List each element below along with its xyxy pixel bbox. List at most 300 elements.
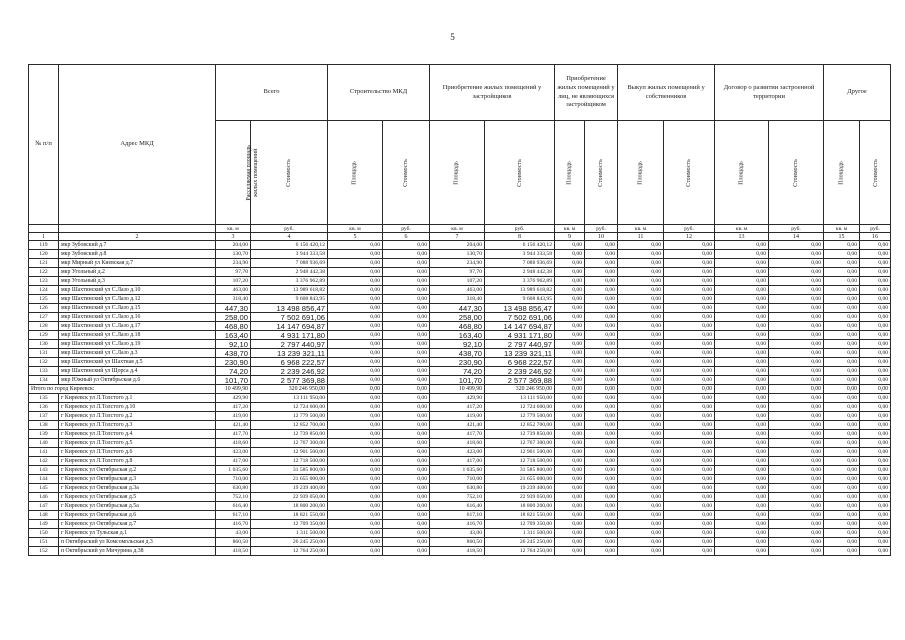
cost-cell: 2 797 440,97 (251, 340, 328, 349)
cost-cell: 0,00 (383, 511, 430, 520)
group-nondeveloper-purchase: Приобретение жилых помещений у лиц, не являющихся застройщиком (555, 65, 618, 121)
area-cell: 617,10 (216, 511, 251, 520)
area-cell: 0,00 (824, 457, 860, 466)
cost-cell: 12 852 700,00 (251, 421, 328, 430)
area-cell: 0,00 (715, 511, 769, 520)
cost-cell: 13 498 856,47 (251, 304, 328, 313)
cost-cell: 26 245 250,00 (251, 538, 328, 547)
area-cell: 418,60 (430, 439, 485, 448)
row-number: 121 (29, 259, 59, 268)
area-cell: 0,00 (618, 493, 664, 502)
area-cell: 0,00 (618, 313, 664, 322)
cost-cell: 0,00 (860, 241, 891, 250)
cost-cell: 0,00 (769, 376, 824, 385)
area-cell: 204,00 (430, 241, 485, 250)
unit-area: кв. м (430, 225, 485, 233)
subheader-cost: Стоимость (860, 121, 891, 225)
area-cell: 163,40 (216, 331, 251, 340)
cost-cell: 0,00 (664, 547, 715, 556)
cost-cell: 14 147 694,87 (251, 322, 328, 331)
cost-cell: 0,00 (585, 277, 618, 286)
cost-cell: 4 931 171,80 (485, 331, 555, 340)
cost-cell: 0,00 (860, 421, 891, 430)
area-cell: 0,00 (824, 358, 860, 367)
cost-cell: 0,00 (383, 403, 430, 412)
table-row (29, 502, 891, 511)
group-total: Всего (216, 65, 328, 121)
cost-cell: 0,00 (585, 421, 618, 430)
area-cell: 417,20 (430, 403, 485, 412)
area-cell: 0,00 (715, 403, 769, 412)
area-cell: 0,00 (715, 412, 769, 421)
area-cell: 0,00 (328, 331, 383, 340)
address-cell: г Киреевск ул Л.Толстого д.10 (59, 403, 216, 412)
cost-cell: 0,00 (860, 304, 891, 313)
cost-cell: 320 246 950,00 (485, 385, 555, 394)
cost-cell: 0,00 (860, 511, 891, 520)
address-cell: мкр Шахтинский ул С.Лазо д.15 (59, 304, 216, 313)
column-number: 14 (769, 233, 824, 241)
cost-cell: 0,00 (769, 340, 824, 349)
cost-cell: 0,00 (664, 268, 715, 277)
cost-cell: 0,00 (769, 502, 824, 511)
area-cell: 418,50 (430, 547, 485, 556)
address-cell: мкр Шахтинский ул С.Лазо д.12 (59, 295, 216, 304)
area-cell: 0,00 (328, 484, 383, 493)
area-cell: 0,00 (328, 286, 383, 295)
area-cell: 0,00 (824, 349, 860, 358)
cost-cell: 0,00 (585, 538, 618, 547)
area-cell: 0,00 (555, 259, 585, 268)
cost-cell: 0,00 (769, 457, 824, 466)
cost-cell: 0,00 (769, 277, 824, 286)
cost-cell: 7 088 936,69 (485, 259, 555, 268)
cost-cell: 0,00 (585, 511, 618, 520)
row-number: 148 (29, 511, 59, 520)
cost-cell: 9 608 843,95 (251, 295, 328, 304)
cost-cell: 6 156 420,12 (485, 241, 555, 250)
cost-cell: 18 800 200,00 (485, 502, 555, 511)
area-cell: 0,00 (328, 394, 383, 403)
cost-cell: 0,00 (860, 259, 891, 268)
cost-cell: 7 502 691,06 (485, 313, 555, 322)
area-cell: 0,00 (555, 277, 585, 286)
cost-cell: 22 939 050,00 (485, 493, 555, 502)
area-cell: 0,00 (328, 322, 383, 331)
area-cell: 0,00 (328, 250, 383, 259)
area-cell: 0,00 (328, 430, 383, 439)
table-row (29, 448, 891, 457)
area-cell: 0,00 (618, 385, 664, 394)
area-cell: 0,00 (715, 529, 769, 538)
area-cell: 101,70 (430, 376, 485, 385)
row-number: 137 (29, 412, 59, 421)
row-number: 133 (29, 367, 59, 376)
cost-cell: 22 939 050,00 (251, 493, 328, 502)
area-cell: 860,50 (430, 538, 485, 547)
area-cell: 630,80 (216, 484, 251, 493)
area-cell: 0,00 (824, 394, 860, 403)
area-cell: 0,00 (715, 286, 769, 295)
cost-cell: 0,00 (860, 295, 891, 304)
cost-cell: 0,00 (585, 367, 618, 376)
subheader-area: Площадь (715, 121, 769, 225)
cost-cell: 0,00 (383, 286, 430, 295)
area-cell: 0,00 (715, 430, 769, 439)
area-cell: 0,00 (328, 520, 383, 529)
cost-cell: 12 739 850,00 (251, 430, 328, 439)
row-number: 134 (29, 376, 59, 385)
cost-cell: 0,00 (585, 430, 618, 439)
cost-cell: 0,00 (585, 439, 618, 448)
cost-cell: 0,00 (585, 412, 618, 421)
area-cell: 0,00 (715, 493, 769, 502)
subheader-cost: Стоимость (383, 121, 430, 225)
cost-cell: 0,00 (383, 520, 430, 529)
area-cell: 0,00 (824, 403, 860, 412)
cost-cell: 0,00 (769, 367, 824, 376)
area-cell: 463,00 (216, 286, 251, 295)
area-cell: 0,00 (555, 286, 585, 295)
cost-cell: 0,00 (664, 367, 715, 376)
row-number: 142 (29, 457, 59, 466)
area-cell: 0,00 (618, 394, 664, 403)
area-cell: 0,00 (618, 277, 664, 286)
cost-cell: 0,00 (860, 439, 891, 448)
table-row (29, 538, 891, 547)
area-cell: 0,00 (328, 529, 383, 538)
area-cell: 630,80 (430, 484, 485, 493)
cost-cell: 0,00 (585, 529, 618, 538)
cost-cell: 0,00 (860, 475, 891, 484)
area-cell: 0,00 (328, 367, 383, 376)
cost-cell: 0,00 (860, 349, 891, 358)
area-cell: 0,00 (824, 502, 860, 511)
area-cell: 92,10 (216, 340, 251, 349)
cost-cell: 3 376 962,89 (485, 277, 555, 286)
column-number: 13 (715, 233, 769, 241)
cost-cell: 0,00 (860, 313, 891, 322)
cost-cell: 0,00 (664, 286, 715, 295)
total-label: Итого по город Киреевск: (29, 385, 216, 394)
cost-cell: 12 709 350,00 (251, 520, 328, 529)
cost-cell: 2 239 246,92 (485, 367, 555, 376)
cost-cell: 0,00 (664, 250, 715, 259)
area-cell: 0,00 (555, 358, 585, 367)
cost-cell: 0,00 (383, 547, 430, 556)
cost-cell: 4 931 171,80 (251, 331, 328, 340)
table-row (29, 340, 891, 349)
area-cell: 0,00 (618, 547, 664, 556)
area-cell: 0,00 (715, 277, 769, 286)
subheader-cost: Стоимость (664, 121, 715, 225)
area-cell: 10 499,90 (430, 385, 485, 394)
cost-cell: 0,00 (860, 493, 891, 502)
area-cell: 43,00 (216, 529, 251, 538)
address-cell: г Киреевск ул Октябрьская д.6 (59, 511, 216, 520)
area-cell: 0,00 (824, 484, 860, 493)
cost-cell: 0,00 (769, 547, 824, 556)
cost-cell: 0,00 (769, 331, 824, 340)
cost-cell: 0,00 (664, 385, 715, 394)
area-cell: 617,10 (430, 511, 485, 520)
area-cell: 0,00 (618, 466, 664, 475)
table-row (29, 367, 891, 376)
cost-cell: 0,00 (860, 385, 891, 394)
column-number: 16 (860, 233, 891, 241)
area-cell: 0,00 (715, 547, 769, 556)
unit-cell (29, 225, 59, 233)
area-cell: 258,00 (216, 313, 251, 322)
area-cell: 0,00 (715, 466, 769, 475)
address-cell: г Киреевск ул Л.Толстого д.2 (59, 412, 216, 421)
area-cell: 0,00 (824, 286, 860, 295)
cost-cell: 0,00 (860, 403, 891, 412)
total-row (29, 385, 891, 394)
cost-cell: 0,00 (585, 331, 618, 340)
area-cell: 0,00 (555, 241, 585, 250)
cost-cell: 26 245 250,00 (485, 538, 555, 547)
cost-cell: 0,00 (585, 403, 618, 412)
table-row (29, 322, 891, 331)
cost-cell: 0,00 (860, 520, 891, 529)
cost-cell: 0,00 (664, 421, 715, 430)
cost-cell: 2 948 442,38 (251, 268, 328, 277)
group-developer-purchase: Приобретение жилых помещений у застройщиков (430, 65, 555, 121)
subheader-area: Площадь (430, 121, 485, 225)
area-cell: 447,30 (430, 304, 485, 313)
cost-cell: 0,00 (769, 448, 824, 457)
area-cell: 0,00 (618, 520, 664, 529)
area-cell: 0,00 (715, 340, 769, 349)
header-address: Адрес МКД (59, 65, 216, 225)
cost-cell: 0,00 (664, 475, 715, 484)
row-number: 126 (29, 304, 59, 313)
area-cell: 0,00 (555, 466, 585, 475)
cost-cell: 0,00 (769, 511, 824, 520)
column-number: 6 (383, 233, 430, 241)
area-cell: 0,00 (824, 385, 860, 394)
area-cell: 0,00 (555, 313, 585, 322)
area-cell: 0,00 (328, 448, 383, 457)
area-cell: 0,00 (824, 466, 860, 475)
address-cell: п Октябрьский ул Комсомольская д.3 (59, 538, 216, 547)
area-cell: 417,00 (430, 457, 485, 466)
cost-cell: 0,00 (860, 547, 891, 556)
address-cell: мкр Шахтинский ул С.Лазо д.16 (59, 313, 216, 322)
column-number: 12 (664, 233, 715, 241)
cost-cell: 0,00 (585, 475, 618, 484)
cost-cell: 0,00 (860, 268, 891, 277)
area-cell: 860,50 (216, 538, 251, 547)
area-cell: 0,00 (618, 538, 664, 547)
cost-cell: 0,00 (769, 358, 824, 367)
area-cell: 0,00 (618, 457, 664, 466)
cost-cell: 0,00 (664, 313, 715, 322)
cost-cell: 0,00 (383, 502, 430, 511)
table-row (29, 484, 891, 493)
table-row (29, 277, 891, 286)
cost-cell: 0,00 (585, 313, 618, 322)
group-construction: Строительство МКД (328, 65, 430, 121)
area-cell: 419,00 (430, 412, 485, 421)
cost-cell: 0,00 (769, 286, 824, 295)
area-cell: 0,00 (715, 358, 769, 367)
table-row (29, 241, 891, 250)
row-number: 135 (29, 394, 59, 403)
cost-cell: 12 718 500,00 (485, 457, 555, 466)
area-cell: 752,10 (216, 493, 251, 502)
cost-cell: 0,00 (664, 241, 715, 250)
table-row (29, 259, 891, 268)
table-row (29, 376, 891, 385)
area-cell: 0,00 (715, 376, 769, 385)
column-number: 9 (555, 233, 585, 241)
cost-cell: 0,00 (860, 322, 891, 331)
cost-cell: 0,00 (585, 286, 618, 295)
cost-cell: 0,00 (585, 322, 618, 331)
cost-cell: 0,00 (585, 259, 618, 268)
area-cell: 0,00 (824, 259, 860, 268)
cost-cell: 0,00 (585, 268, 618, 277)
cost-cell: 0,00 (664, 376, 715, 385)
row-number: 131 (29, 349, 59, 358)
row-number: 128 (29, 322, 59, 331)
row-number: 136 (29, 403, 59, 412)
cost-cell: 0,00 (383, 439, 430, 448)
row-number: 141 (29, 448, 59, 457)
area-cell: 0,00 (328, 493, 383, 502)
address-cell: г Киреевск ул Л.Толстого д.4 (59, 430, 216, 439)
area-cell: 417,20 (216, 403, 251, 412)
cost-cell: 0,00 (585, 466, 618, 475)
subheader-area: Площадь (328, 121, 383, 225)
cost-cell: 0,00 (383, 448, 430, 457)
area-cell: 0,00 (618, 268, 664, 277)
table-row (29, 349, 891, 358)
area-cell: 0,00 (555, 412, 585, 421)
cost-cell: 0,00 (664, 538, 715, 547)
unit-area: кв. м (824, 225, 860, 233)
area-cell: 468,80 (216, 322, 251, 331)
area-cell: 0,00 (824, 538, 860, 547)
area-cell: 318,40 (216, 295, 251, 304)
area-cell: 0,00 (555, 250, 585, 259)
area-cell: 0,00 (618, 304, 664, 313)
row-number: 138 (29, 421, 59, 430)
cost-cell: 0,00 (860, 412, 891, 421)
address-cell: мкр Шахтинский ул С.Лазо д.10 (59, 286, 216, 295)
cost-cell: 0,00 (769, 295, 824, 304)
cost-cell: 0,00 (860, 358, 891, 367)
cost-cell: 2 797 440,97 (485, 340, 555, 349)
cost-cell: 0,00 (860, 331, 891, 340)
area-cell: 0,00 (715, 268, 769, 277)
row-number: 152 (29, 547, 59, 556)
area-cell: 101,70 (216, 376, 251, 385)
cost-cell: 0,00 (769, 403, 824, 412)
cost-cell: 18 821 550,00 (251, 511, 328, 520)
subheader-area: Площадь (618, 121, 664, 225)
area-cell: 0,00 (824, 412, 860, 421)
area-cell: 0,00 (824, 304, 860, 313)
cost-cell: 0,00 (383, 268, 430, 277)
row-number: 150 (29, 529, 59, 538)
table-row (29, 475, 891, 484)
area-cell: 616,40 (430, 502, 485, 511)
address-cell: г Киреевск ул Октябрьская д.7 (59, 520, 216, 529)
cost-cell: 7 502 691,06 (251, 313, 328, 322)
column-number: 5 (328, 233, 383, 241)
subheader-total-area: Расселяемая площадь жилых помещений (216, 121, 251, 225)
area-cell: 0,00 (618, 340, 664, 349)
cost-cell: 0,00 (383, 367, 430, 376)
area-cell: 0,00 (824, 331, 860, 340)
table-row (29, 358, 891, 367)
area-cell: 0,00 (328, 511, 383, 520)
subheader-cost: Стоимость (251, 121, 328, 225)
area-cell: 0,00 (715, 394, 769, 403)
area-cell: 0,00 (328, 259, 383, 268)
area-cell: 0,00 (328, 340, 383, 349)
area-cell: 0,00 (824, 511, 860, 520)
area-cell: 97,70 (216, 268, 251, 277)
row-number: 145 (29, 484, 59, 493)
area-cell: 417,70 (216, 430, 251, 439)
area-cell: 0,00 (555, 493, 585, 502)
cost-cell: 21 655 000,00 (251, 475, 328, 484)
cost-cell: 12 764 250,00 (485, 547, 555, 556)
cost-cell: 13 239 321,11 (485, 349, 555, 358)
address-cell: мкр Зубовский д.8 (59, 250, 216, 259)
area-cell: 0,00 (555, 385, 585, 394)
row-number: 129 (29, 331, 59, 340)
cost-cell: 0,00 (664, 457, 715, 466)
unit-area: кв. м (715, 225, 769, 233)
unit-area: кв. м (555, 225, 585, 233)
table-body (29, 241, 891, 556)
area-cell: 0,00 (618, 484, 664, 493)
area-cell: 0,00 (328, 502, 383, 511)
area-cell: 429,90 (216, 394, 251, 403)
area-cell: 0,00 (824, 376, 860, 385)
table-row (29, 493, 891, 502)
area-cell: 0,00 (618, 259, 664, 268)
cost-cell: 0,00 (585, 241, 618, 250)
table-row (29, 250, 891, 259)
area-cell: 710,00 (216, 475, 251, 484)
cost-cell: 12 852 700,00 (485, 421, 555, 430)
area-cell: 0,00 (618, 511, 664, 520)
area-cell: 0,00 (328, 295, 383, 304)
cost-cell: 13 989 618,82 (251, 286, 328, 295)
address-cell: г Киреевск ул Л.Толстого д.6 (59, 448, 216, 457)
area-cell: 0,00 (715, 259, 769, 268)
area-cell: 0,00 (618, 349, 664, 358)
cost-cell: 0,00 (383, 358, 430, 367)
area-cell: 0,00 (555, 421, 585, 430)
cost-cell: 0,00 (769, 394, 824, 403)
area-cell: 0,00 (555, 511, 585, 520)
cost-cell: 0,00 (860, 538, 891, 547)
cost-cell: 0,00 (769, 412, 824, 421)
cost-cell: 0,00 (769, 439, 824, 448)
area-cell: 0,00 (555, 430, 585, 439)
cost-cell: 0,00 (664, 493, 715, 502)
cost-cell: 0,00 (769, 241, 824, 250)
cost-cell: 0,00 (860, 286, 891, 295)
address-cell: г Киреевск ул Октябрьская д.3 (59, 475, 216, 484)
